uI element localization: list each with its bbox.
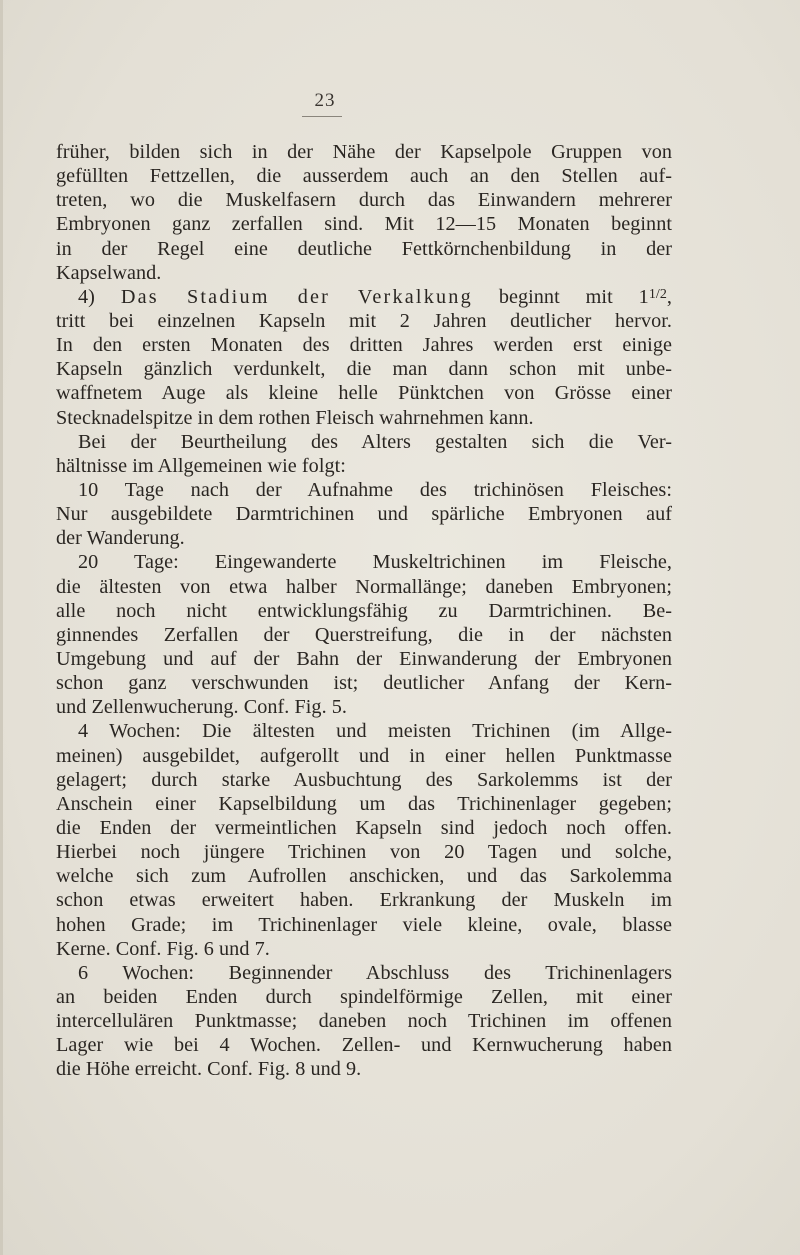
text-line: und Zellenwucherung. Conf. Fig. 5. [56,696,348,719]
text-line: Kapseln gänzlich verdunkelt, die man dann schon mit unbe- [56,358,672,381]
text-line: Bei der Beurtheilung des Alters gestalten sich die Ver- [78,430,672,453]
text-line: hältnisse im Allgemeinen wie folgt: [56,454,346,477]
text-line: waffnetem Auge als kleine helle Pünktchen von Grösse einer [56,382,672,405]
body-text [56,140,672,1081]
header-rule [302,116,342,117]
section-title: Das Stadium der Verkalkung [120,285,473,308]
text-line: alle noch nicht entwicklungsfähig zu Darmtrichinen. Be- [56,599,672,622]
text-line: Stecknadelspitze in dem rothen Fleisch wahrnehmen kann. [56,406,534,429]
text-fragment: beginnt mit 1 [472,285,649,308]
text-line: meinen) ausgebildet, aufgerollt und in einer hellen Punktmasse [56,744,672,767]
text-line: früher, bilden sich in der Nähe der Kapselpole Gruppen von [56,141,672,163]
text-line: schon ganz verschwunden ist; deutlicher Anfang der Kern- [56,672,672,695]
text-line: 20 Tage: Eingewanderte Muskeltrichinen im Fleische, [78,551,672,574]
text-line: intercellulären Punktmasse; daneben noch Trichinen im offenen [56,1010,672,1033]
page-number: 23 [314,90,336,111]
text-line: Lager wie bei 4 Wochen. Zellen- und Kernwucherung haben [56,1034,672,1057]
text-line: an beiden Enden durch spindelförmige Zellen, mit einer [56,985,672,1008]
text-line: Anschein einer Kapselbildung um das Trichinenlager gegeben; [56,792,672,815]
text-line: tritt bei einzelnen Kapseln mit 2 Jahren deutlicher hervor. [56,309,672,332]
text-line: Kapselwand. [56,261,162,284]
text-line: ginnendes Zerfallen der Querstreifung, die in der nächsten [56,623,672,646]
fraction: 1/2 [648,286,667,302]
text-line: welche sich zum Aufrollen anschicken, und das Sarkolemma [56,865,672,888]
section-number: 4) [78,285,121,308]
text-line: 10 Tage nach der Aufnahme des trichinösen Fleisches: [78,478,672,501]
text-line: die Enden der vermeintlichen Kapseln sind jedoch noch offen. [56,816,672,839]
text-line: hohen Grade; im Trichinenlager viele kleine, ovale, blasse [56,913,672,936]
text-line: in der Regel eine deutliche Fettkörnchenbildung in der [56,237,672,260]
text-line: 6 Wochen: Beginnender Abschluss des Trichinenlagers [78,961,672,984]
text-line: Hierbei noch jüngere Trichinen von 20 Tagen und solche, [56,841,672,864]
text-line: treten, wo die Muskelfasern durch das Einwandern mehrerer [56,189,672,212]
text-line: 4 Wochen: Die ältesten und meisten Trichinen (im Allge- [78,720,672,743]
text-line: gefüllten Fettzellen, die ausserdem auch an den Stellen auf- [56,165,672,188]
text-line: Nur ausgebildete Darmtrichinen und spärliche Embryonen auf [56,503,672,526]
text-line: Embryonen ganz zerfallen sind. Mit 12—15 Monaten beginnt [56,213,672,236]
page-edge [0,0,3,1255]
text-line: gelagert; durch starke Ausbuchtung des Sarkolemms ist der [56,768,672,791]
text-line: die ältesten von etwa halber Normallänge; daneben Embryonen; [56,575,672,598]
section-heading-line [56,285,672,309]
text-line: In den ersten Monaten des dritten Jahres werden erst einige [56,334,672,357]
text-line: der Wanderung. [56,527,185,550]
text-line: Kerne. Conf. Fig. 6 und 7. [56,937,270,960]
text-fragment: , [666,285,672,308]
text-line: schon etwas erweitert haben. Erkrankung der Muskeln im [56,889,672,912]
text-line: Umgebung und auf der Bahn der Einwanderung der Embryonen [56,647,672,670]
text-line: die Höhe erreicht. Conf. Fig. 8 und 9. [56,1058,362,1081]
